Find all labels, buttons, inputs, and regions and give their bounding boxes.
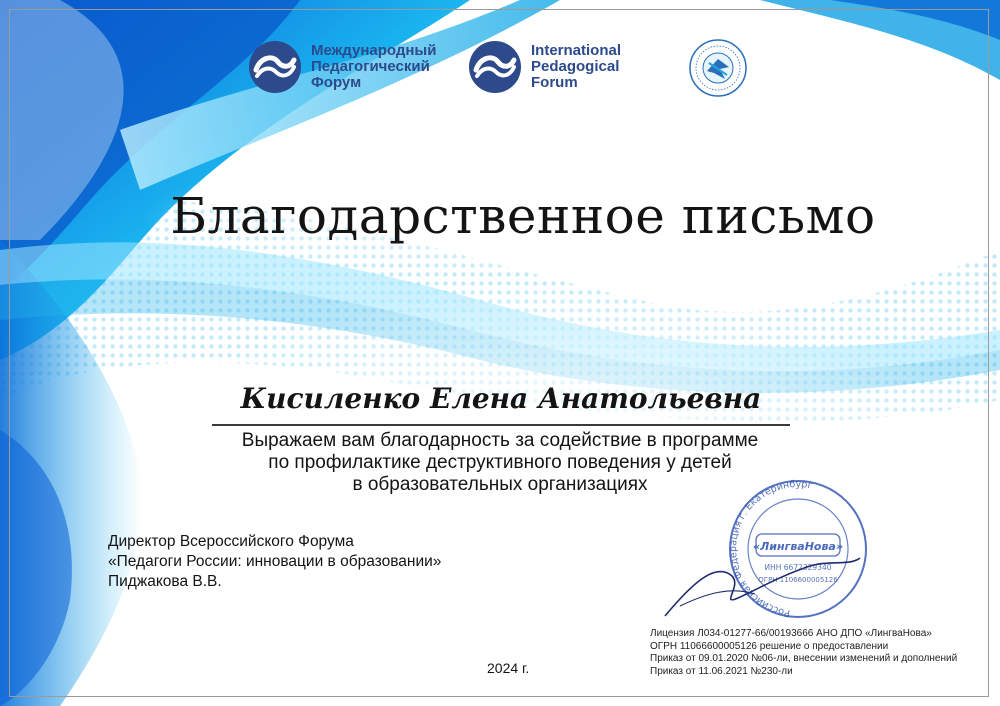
logo-en-line2: Pedagogical xyxy=(531,58,620,75)
license-line2: ОГРН 11066600005126 решение о предоставлении xyxy=(650,640,889,652)
logo-ru-line2: Педагогический xyxy=(311,58,430,75)
license-info xyxy=(650,628,957,678)
stamp-center-text: «ЛингваНова» xyxy=(752,540,844,553)
issue-year: 2024 г. xyxy=(487,660,530,676)
recipient-name: Кисиленко Елена Анатольевна xyxy=(240,382,762,415)
forum-logo-icon xyxy=(248,40,302,94)
recipient-underline xyxy=(212,424,790,426)
page-title: Благодарственное письмо xyxy=(170,187,876,245)
forum-logo-ru xyxy=(248,40,436,94)
signer-line2: «Педагоги России: инновации в образовании» xyxy=(108,553,442,570)
license-line1: Лицензия Л034-01277-66/00193666 АНО ДПО «ЛингваНова» xyxy=(650,628,932,639)
forum-logo-en xyxy=(468,40,621,94)
signer-line1: Директор Всероссийского Форума xyxy=(108,533,354,550)
message-line2: по профилактике деструктивного поведения у детей xyxy=(268,452,732,473)
forum-logo-icon xyxy=(468,40,522,94)
stamp-inn: ИНН 6672329340 xyxy=(764,563,832,572)
stamp-ring-text: Российская Федерация г. Екатеринбург xyxy=(728,478,814,619)
message-line1: Выражаем вам благодарность за содействие в программе xyxy=(241,430,759,451)
signer-line3: Пиджакова В.В. xyxy=(108,573,222,590)
license-line4: Приказ от 11.06.2021 №230-ли xyxy=(650,665,793,677)
stamp-ogrn: ОГРН 1106600005126 xyxy=(758,576,838,584)
logo-ru-line1: Международный xyxy=(311,42,437,59)
logo-en-line3: Forum xyxy=(531,74,578,91)
license-line3: Приказ от 09.01.2020 №06-ли, внесении изменений и дополнений xyxy=(650,653,958,664)
signer-block xyxy=(108,532,441,592)
message-line3: в образовательных организациях xyxy=(352,474,648,495)
official-stamp xyxy=(660,466,870,626)
emblem-seal-icon xyxy=(689,39,747,97)
logo-ru-line3: Форум xyxy=(311,74,362,91)
logo-en-line1: International xyxy=(531,42,622,59)
